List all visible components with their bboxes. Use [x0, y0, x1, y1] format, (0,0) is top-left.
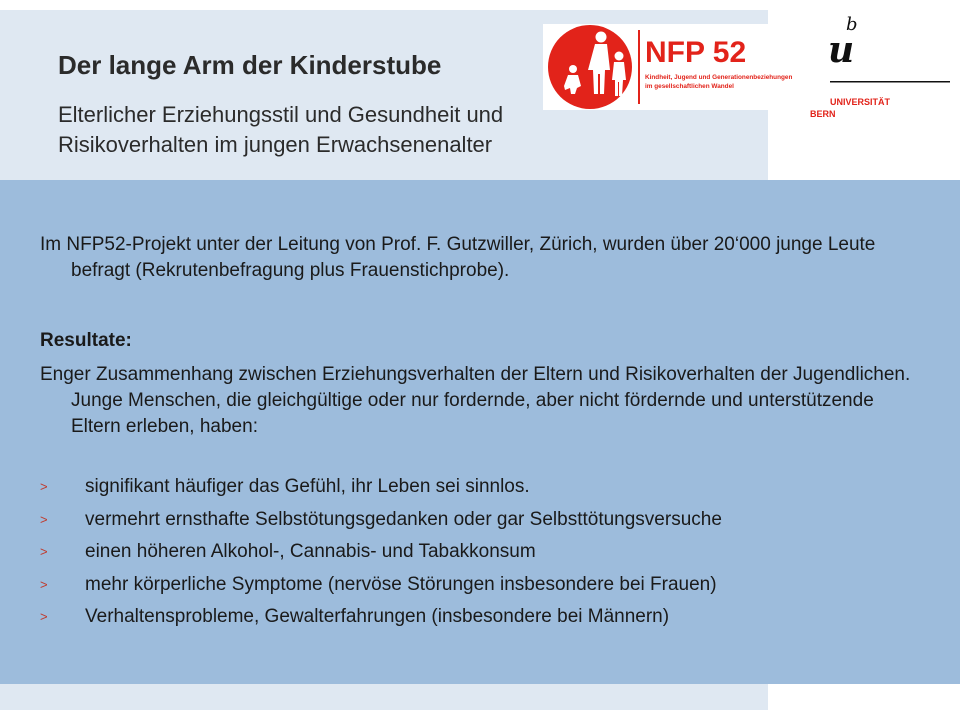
unibern-mark-b: b [846, 14, 858, 35]
nfp52-logo-tagline-2: im gesellschaftlichen Wandel [645, 83, 734, 90]
page-title: Der lange Arm der Kinderstube [58, 50, 442, 80]
bullet-text: signifikant häufiger das Gefühl, ihr Leben sei sinnlos. [85, 476, 530, 497]
list-item [40, 539, 920, 565]
list-item [40, 604, 920, 630]
bullet-text: Verhaltensprobleme, Gewalterfahrungen (insbesondere bei Männern) [85, 606, 670, 627]
results-heading: Resultate: [40, 330, 132, 351]
intro-paragraph: Im NFP52-Projekt unter der Leitung von Prof. F. Gutzwiller, Zürich, wurden über 20‘000 junge Leute befragt (Rekrutenbefragung plus Frauenstichprobe). [40, 234, 876, 281]
nfp52-logo-name: NFP 52 [645, 36, 747, 69]
bullet-marker-icon: > [40, 576, 48, 592]
bullet-marker-icon: > [40, 511, 48, 527]
footer-band [0, 684, 768, 710]
unibern-mark-u: u [828, 29, 855, 71]
unibern-logo-line2: BERN [810, 109, 836, 119]
list-item [40, 572, 920, 598]
bullet-text: mehr körperliche Symptome (nervöse Störungen insbesondere bei Frauen) [85, 573, 717, 595]
university-bern-logo [770, 10, 960, 120]
nfp52-logo [543, 24, 793, 110]
unibern-logo-line1: UNIVERSITÄT [830, 97, 891, 107]
results-bullet-list [40, 474, 920, 630]
page-subtitle: Elterlicher Erziehungsstil und Gesundheit und Risikoverhalten im jungen Erwachsenenalter [58, 102, 504, 157]
main-content [40, 232, 920, 637]
list-item [40, 507, 920, 533]
bullet-marker-icon: > [40, 609, 48, 624]
results-paragraph: Enger Zusammenhang zwischen Erziehungsverhalten der Eltern und Risikoverhalten der Jugendlichen. Junge Menschen, die gleichgültige oder nur fordernde, aber nicht fördernde und unterstützende Eltern erleben, haben: [40, 364, 911, 437]
list-item [40, 474, 920, 500]
bullet-marker-icon: > [40, 544, 48, 559]
bullet-marker-icon: > [40, 479, 48, 494]
nfp52-logo-tagline-1: Kindheit, Jugend und Generationenbeziehungen [645, 74, 793, 81]
bullet-text: einen höheren Alkohol-, Cannabis- und Tabakkonsum [85, 541, 536, 562]
bullet-text: vermehrt ernsthafte Selbstötungsgedanken oder gar Selbsttötungsversuche [85, 508, 722, 530]
